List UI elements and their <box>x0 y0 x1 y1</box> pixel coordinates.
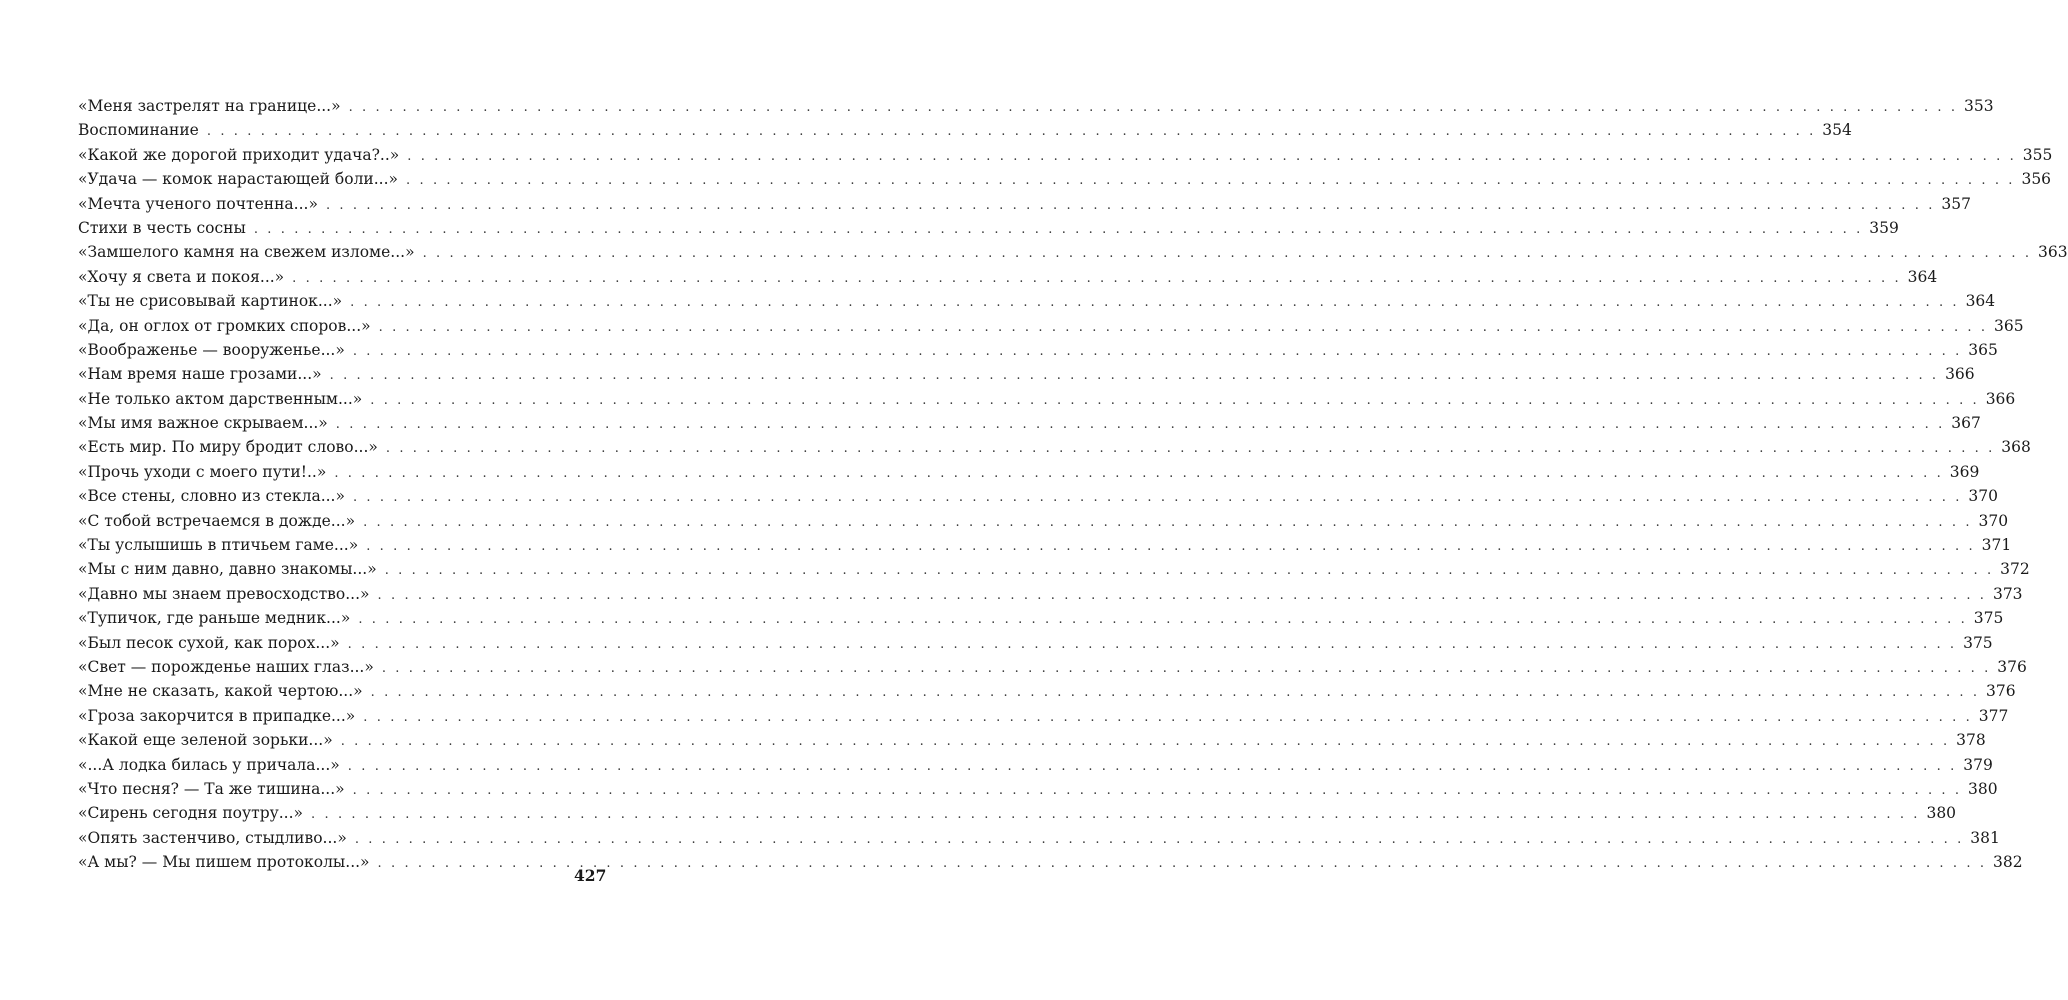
toc-entry-title: «Гроза закорчится в припадке...» <box>78 706 356 725</box>
toc-entry-page: 370 <box>1968 487 1998 506</box>
dot-leader: . . . . . . . . . . . . . . . . . . . . . . . . . . . . . . . . . . . . . . . . . . . . . . . . . . . . . . . . . . . . . . . . . . . . . . . . . . . . . . . . . . . . . . . . . . . . . . . . . . . . . . . . . . . . . . . . . . . . . . . . <box>352 782 1962 798</box>
toc-entry-page: 363 <box>2038 243 2068 262</box>
toc-entry-title: «Тупичок, где раньше медник...» <box>78 609 351 628</box>
toc-entry <box>78 314 2024 338</box>
toc-entry-page: 365 <box>1994 316 2024 335</box>
toc-entry <box>78 728 1986 752</box>
dot-leader: . . . . . . . . . . . . . . . . . . . . . . . . . . . . . . . . . . . . . . . . . . . . . . . . . . . . . . . . . . . . . . . . . . . . . . . . . . . . . . . . . . . . . . . . . . . . . . . . . . . . . . . . . . . . . . . . . . . . . . . . <box>384 563 1994 579</box>
toc-entry-page: 366 <box>1985 389 2016 408</box>
toc-entry-page: 367 <box>1951 414 1981 433</box>
toc-entry-title: «Воображенье — вооруженье...» <box>78 340 345 359</box>
toc-entry-page: 380 <box>1968 779 1998 798</box>
toc-entry <box>78 118 1852 142</box>
toc-entry-title: «А мы? — Мы пишем протоколы...» <box>78 853 370 872</box>
dot-leader: . . . . . . . . . . . . . . . . . . . . . . . . . . . . . . . . . . . . . . . . . . . . . . . . . . . . . . . . . . . . . . . . . . . . . . . . . . . . . . . . . . . . . . . . . . . . . . . . . . . . . . . . . . . . . . . . . . . . . . . . <box>378 319 1988 335</box>
toc-entry-title: «Какой же дорогой приходит удача?..» <box>78 145 400 164</box>
dot-leader: . . . . . . . . . . . . . . . . . . . . . . . . . . . . . . . . . . . . . . . . . . . . . . . . . . . . . . . . . . . . . . . . . . . . . . . . . . . . . . . . . . . . . . . . . . . . . . . . . . . . . . . . . . . . . . . . . . . . . . . . <box>363 514 1973 530</box>
toc-entry-title: «С тобой встречаемся в дожде...» <box>78 511 356 530</box>
toc-entry <box>78 801 1957 825</box>
toc-entry-page: 357 <box>1941 194 1971 213</box>
toc-entry-title: «Прочь уходи с моего пути!..» <box>78 462 327 481</box>
toc-entry-page: 380 <box>1926 804 1957 823</box>
toc-entry <box>78 777 1998 801</box>
dot-leader: . . . . . . . . . . . . . . . . . . . . . . . . . . . . . . . . . . . . . . . . . . . . . . . . . . . . . . . . . . . . . . . . . . . . . . . . . . . . . . . . . . . . . . . . . . . . . . . . . . . . . . . . . . . . . . . . . . . . . . . . <box>385 441 1995 457</box>
toc-entry-page: 354 <box>1822 121 1852 140</box>
toc-entry-title: «Какой еще зеленой зорьки...» <box>78 731 333 750</box>
toc-entry-title: «Да, он оглох от громких споров...» <box>78 316 371 335</box>
toc-entry <box>78 289 1996 313</box>
dot-leader: . . . . . . . . . . . . . . . . . . . . . . . . . . . . . . . . . . . . . . . . . . . . . . . . . . . . . . . . . . . . . . . . . . . . . . . . . . . . . . . . . . . . . . . . . . . . . . . . . . . . . . . . . . . . . . . . . . . . . . . . <box>347 758 1957 774</box>
toc-entry <box>78 460 1980 484</box>
toc-entry <box>78 94 1994 118</box>
toc-entry <box>78 411 1981 435</box>
dot-leader: . . . . . . . . . . . . . . . . . . . . . . . . . . . . . . . . . . . . . . . . . . . . . . . . . . . . . . . . . . . . . . . . . . . . . . . . . . . . . . . . . . . . . . . . . . . . . . . . . . . . . . . . . . . . . . . . . . . . . . . . <box>348 100 1958 115</box>
dot-leader: . . . . . . . . . . . . . . . . . . . . . . . . . . . . . . . . . . . . . . . . . . . . . . . . . . . . . . . . . . . . . . . . . . . . . . . . . . . . . . . . . . . . . . . . . . . . . . . . . . . . . . . . . . . . . . . . . . . . . . . . <box>352 343 1962 359</box>
toc-entry-title: «Свет — порожденье наших глаз...» <box>78 657 374 676</box>
toc-entry-page: 365 <box>1968 340 1998 359</box>
toc-entry-page: 381 <box>1970 828 2000 847</box>
toc-entry-title: «...А лодка билась у причала...» <box>78 755 340 774</box>
toc-entry <box>78 435 2031 459</box>
toc-entry <box>78 484 1998 508</box>
toc-entry <box>78 850 2023 874</box>
toc-entry-page: 379 <box>1963 755 1993 774</box>
toc-entry-page: 375 <box>1973 609 2004 628</box>
toc-entry-title: «Мне не сказать, какой чертою...» <box>78 682 363 701</box>
dot-leader: . . . . . . . . . . . . . . . . . . . . . . . . . . . . . . . . . . . . . . . . . . . . . . . . . . . . . . . . . . . . . . . . . . . . . . . . . . . . . . . . . . . . . . . . . . . . . . . . . . . . . . . . . . . . . . . . . . . . . . . . <box>352 490 1962 506</box>
toc-entry-page: 375 <box>1963 633 1993 652</box>
dot-leader: . . . . . . . . . . . . . . . . . . . . . . . . . . . . . . . . . . . . . . . . . . . . . . . . . . . . . . . . . . . . . . . . . . . . . . . . . . . . . . . . . . . . . . . . . . . . . . . . . . . . . . . . . . . . . . . . . . . . . . . . <box>347 636 1957 652</box>
toc-entry <box>78 704 2009 728</box>
toc-entry-title: «Не только актом дарственным...» <box>78 389 363 408</box>
toc-entry-title: Стихи в честь сосны <box>78 218 246 237</box>
dot-leader: . . . . . . . . . . . . . . . . . . . . . . . . . . . . . . . . . . . . . . . . . . . . . . . . . . . . . . . . . . . . . . . . . . . . . . . . . . . . . . . . . . . . . . . . . . . . . . . . . . . . . . . . . . . . . . . . . . . . . . . . <box>407 148 2017 164</box>
toc-entry-page: 366 <box>1945 365 1975 384</box>
toc-entry-page: 355 <box>2022 145 2053 164</box>
dot-leader: . . . . . . . . . . . . . . . . . . . . . . . . . . . . . . . . . . . . . . . . . . . . . . . . . . . . . . . . . . . . . . . . . . . . . . . . . . . . . . . . . . . . . . . . . . . . . . . . . . . . . . . . . . . . . . . . . . . . . . . . <box>354 831 1964 847</box>
dot-leader: . . . . . . . . . . . . . . . . . . . . . . . . . . . . . . . . . . . . . . . . . . . . . . . . . . . . . . . . . . . . . . . . . . . . . . . . . . . . . . . . . . . . . . . . . . . . . . . . . . . . . . . . . . . . . . . . . . . . . . . . <box>292 270 1902 286</box>
dot-leader: . . . . . . . . . . . . . . . . . . . . . . . . . . . . . . . . . . . . . . . . . . . . . . . . . . . . . . . . . . . . . . . . . . . . . . . . . . . . . . . . . . . . . . . . . . . . . . . . . . . . . . . . . . . . . . . . . . . . . . . . <box>366 539 1976 555</box>
toc-entry <box>78 631 1993 655</box>
toc-entry-page: 359 <box>1869 218 1899 237</box>
toc-entry <box>78 606 2004 630</box>
toc-entry-title: «Удача — комок нарастающей боли...» <box>78 170 399 189</box>
toc-entry-page: 378 <box>1956 731 1986 750</box>
toc-entry <box>78 753 1993 777</box>
dot-leader: . . . . . . . . . . . . . . . . . . . . . . . . . . . . . . . . . . . . . . . . . . . . . . . . . . . . . . . . . . . . . . . . . . . . . . . . . . . . . . . . . . . . . . . . . . . . . . . . . . . . . . . . . . . . . . . . . . . . . . . . <box>381 660 1991 676</box>
dot-leader: . . . . . . . . . . . . . . . . . . . . . . . . . . . . . . . . . . . . . . . . . . . . . . . . . . . . . . . . . . . . . . . . . . . . . . . . . . . . . . . . . . . . . . . . . . . . . . . . . . . . . . . . . . . . . . . . . . . . . . . . <box>370 392 1980 408</box>
toc-entry-title: «Сирень сегодня поутру...» <box>78 804 304 823</box>
dot-leader: . . . . . . . . . . . . . . . . . . . . . . . . . . . . . . . . . . . . . . . . . . . . . . . . . . . . . . . . . . . . . . . . . . . . . . . . . . . . . . . . . . . . . . . . . . . . . . . . . . . . . . . . . . . . . . . . . . . . . . . . <box>340 734 1950 750</box>
dot-leader: . . . . . . . . . . . . . . . . . . . . . . . . . . . . . . . . . . . . . . . . . . . . . . . . . . . . . . . . . . . . . . . . . . . . . . . . . . . . . . . . . . . . . . . . . . . . . . . . . . . . . . . . . . . . . . . . . . . . . . . . <box>335 417 1945 433</box>
toc-entry <box>78 557 2030 581</box>
toc-entry-title: «Давно мы знаем превосходство...» <box>78 584 370 603</box>
dot-leader: . . . . . . . . . . . . . . . . . . . . . . . . . . . . . . . . . . . . . . . . . . . . . . . . . . . . . . . . . . . . . . . . . . . . . . . . . . . . . . . . . . . . . . . . . . . . . . . . . . . . . . . . . . . . . . . . . . . . . . . . <box>350 295 1960 311</box>
toc-entry-page: 370 <box>1978 511 2009 530</box>
toc-entry <box>78 362 1975 386</box>
toc-entry-title: «Мы с ним давно, давно знакомы...» <box>78 560 377 579</box>
toc-entry <box>78 533 2012 557</box>
toc-entry-title: «Что песня? — Та же тишина...» <box>78 779 345 798</box>
dot-leader: . . . . . . . . . . . . . . . . . . . . . . . . . . . . . . . . . . . . . . . . . . . . . . . . . . . . . . . . . . . . . . . . . . . . . . . . . . . . . . . . . . . . . . . . . . . . . . . . . . . . . . . . . . . . . . . . . . . . . . . . <box>329 368 1939 384</box>
dot-leader: . . . . . . . . . . . . . . . . . . . . . . . . . . . . . . . . . . . . . . . . . . . . . . . . . . . . . . . . . . . . . . . . . . . . . . . . . . . . . . . . . . . . . . . . . . . . . . . . . . . . . . . . . . . . . . . . . . . . . . . . <box>358 612 1968 628</box>
dot-leader: . . . . . . . . . . . . . . . . . . . . . . . . . . . . . . . . . . . . . . . . . . . . . . . . . . . . . . . . . . . . . . . . . . . . . . . . . . . . . . . . . . . . . . . . . . . . . . . . . . . . . . . . . . . . . . . . . . . . . . . . <box>325 197 1935 213</box>
toc-entry-page: 377 <box>1978 706 2009 725</box>
toc-entry <box>78 338 1998 362</box>
toc-entry-page: 376 <box>1986 682 2016 701</box>
toc-entry-title: «Ты не срисовывай картинок...» <box>78 292 343 311</box>
dot-leader: . . . . . . . . . . . . . . . . . . . . . . . . . . . . . . . . . . . . . . . . . . . . . . . . . . . . . . . . . . . . . . . . . . . . . . . . . . . . . . . . . . . . . . . . . . . . . . . . . . . . . . . . . . . . . . . . . . . . . . . . <box>377 587 1987 603</box>
toc-entry <box>78 509 2009 533</box>
dot-leader: . . . . . . . . . . . . . . . . . . . . . . . . . . . . . . . . . . . . . . . . . . . . . . . . . . . . . . . . . . . . . . . . . . . . . . . . . . . . . . . . . . . . . . . . . . . . . . . . . . . . . . . . . . . . . . . . . . . . . . . . <box>370 685 1980 701</box>
toc-entry-page: 356 <box>2021 170 2052 189</box>
toc-entry <box>78 387 2016 411</box>
dot-leader: . . . . . . . . . . . . . . . . . . . . . . . . . . . . . . . . . . . . . . . . . . . . . . . . . . . . . . . . . . . . . . . . . . . . . . . . . . . . . . . . . . . . . . . . . . . . . . . . . . . . . . . . . . . . . . . . . . . . . . . . <box>206 124 1816 140</box>
toc-entry-title: «Ты услышишь в птичьем гаме...» <box>78 536 359 555</box>
toc-entry-page: 353 <box>1964 97 1994 115</box>
toc-entry <box>78 192 1971 216</box>
toc-entry-page: 364 <box>1907 267 1938 286</box>
toc-entry-title: «Опять застенчиво, стыдливо...» <box>78 828 347 847</box>
toc-entry <box>78 265 1938 289</box>
toc-entry <box>78 216 1899 240</box>
dot-leader: . . . . . . . . . . . . . . . . . . . . . . . . . . . . . . . . . . . . . . . . . . . . . . . . . . . . . . . . . . . . . . . . . . . . . . . . . . . . . . . . . . . . . . . . . . . . . . . . . . . . . . . . . . . . . . . . . . . . . . . . <box>253 221 1863 237</box>
toc-entry <box>78 582 2023 606</box>
toc-entry <box>78 240 2068 264</box>
toc-entry-title: «Мы имя важное скрываем...» <box>78 414 328 433</box>
toc-entry-page: 371 <box>1981 536 2012 555</box>
toc-entry-title: Воспоминание <box>78 121 199 140</box>
toc-entry <box>78 826 2000 850</box>
dot-leader: . . . . . . . . . . . . . . . . . . . . . . . . . . . . . . . . . . . . . . . . . . . . . . . . . . . . . . . . . . . . . . . . . . . . . . . . . . . . . . . . . . . . . . . . . . . . . . . . . . . . . . . . . . . . . . . . . . . . . . . . <box>363 709 1973 725</box>
toc-entry-title: «Замшелого камня на свежем изломе...» <box>78 243 415 262</box>
toc-entry-title: «Есть мир. По миру бродит слово...» <box>78 438 378 457</box>
toc-entry-title: «Нам время наше грозами...» <box>78 365 322 384</box>
table-of-contents <box>78 94 2068 875</box>
dot-leader: . . . . . . . . . . . . . . . . . . . . . . . . . . . . . . . . . . . . . . . . . . . . . . . . . . . . . . . . . . . . . . . . . . . . . . . . . . . . . . . . . . . . . . . . . . . . . . . . . . . . . . . . . . . . . . . . . . . . . . . . <box>406 173 2016 189</box>
toc-entry-page: 373 <box>1992 584 2023 603</box>
toc-entry <box>78 143 2053 167</box>
toc-entry-title: «Был песок сухой, как порох...» <box>78 633 340 652</box>
toc-entry-page: 364 <box>1965 292 1996 311</box>
dot-leader: . . . . . . . . . . . . . . . . . . . . . . . . . . . . . . . . . . . . . . . . . . . . . . . . . . . . . . . . . . . . . . . . . . . . . . . . . . . . . . . . . . . . . . . . . . . . . . . . . . . . . . . . . . . . . . . . . . . . . . . . <box>334 465 1944 481</box>
toc-entry <box>78 655 2027 679</box>
dot-leader: . . . . . . . . . . . . . . . . . . . . . . . . . . . . . . . . . . . . . . . . . . . . . . . . . . . . . . . . . . . . . . . . . . . . . . . . . . . . . . . . . . . . . . . . . . . . . . . . . . . . . . . . . . . . . . . . . . . . . . . . <box>422 246 2032 262</box>
toc-entry-title: «Мечта ученого почтенна...» <box>78 194 318 213</box>
toc-entry-page: 382 <box>1992 853 2023 872</box>
toc-entry-page: 372 <box>2000 560 2030 579</box>
toc-entry <box>78 679 2016 703</box>
page-number: 427 <box>574 866 607 885</box>
toc-entry-page: 368 <box>2001 438 2031 457</box>
toc-entry <box>78 167 2052 191</box>
toc-entry-title: «Меня застрелят на границе...» <box>78 97 341 115</box>
toc-entry-page: 369 <box>1949 462 1980 481</box>
toc-entry-title: «Хочу я света и покоя...» <box>78 267 285 286</box>
dot-leader: . . . . . . . . . . . . . . . . . . . . . . . . . . . . . . . . . . . . . . . . . . . . . . . . . . . . . . . . . . . . . . . . . . . . . . . . . . . . . . . . . . . . . . . . . . . . . . . . . . . . . . . . . . . . . . . . . . . . . . . . <box>377 856 1987 872</box>
toc-entry-page: 376 <box>1997 657 2027 676</box>
dot-leader: . . . . . . . . . . . . . . . . . . . . . . . . . . . . . . . . . . . . . . . . . . . . . . . . . . . . . . . . . . . . . . . . . . . . . . . . . . . . . . . . . . . . . . . . . . . . . . . . . . . . . . . . . . . . . . . . . . . . . . . . <box>311 807 1921 823</box>
toc-entry-title: «Все стены, словно из стекла...» <box>78 487 345 506</box>
